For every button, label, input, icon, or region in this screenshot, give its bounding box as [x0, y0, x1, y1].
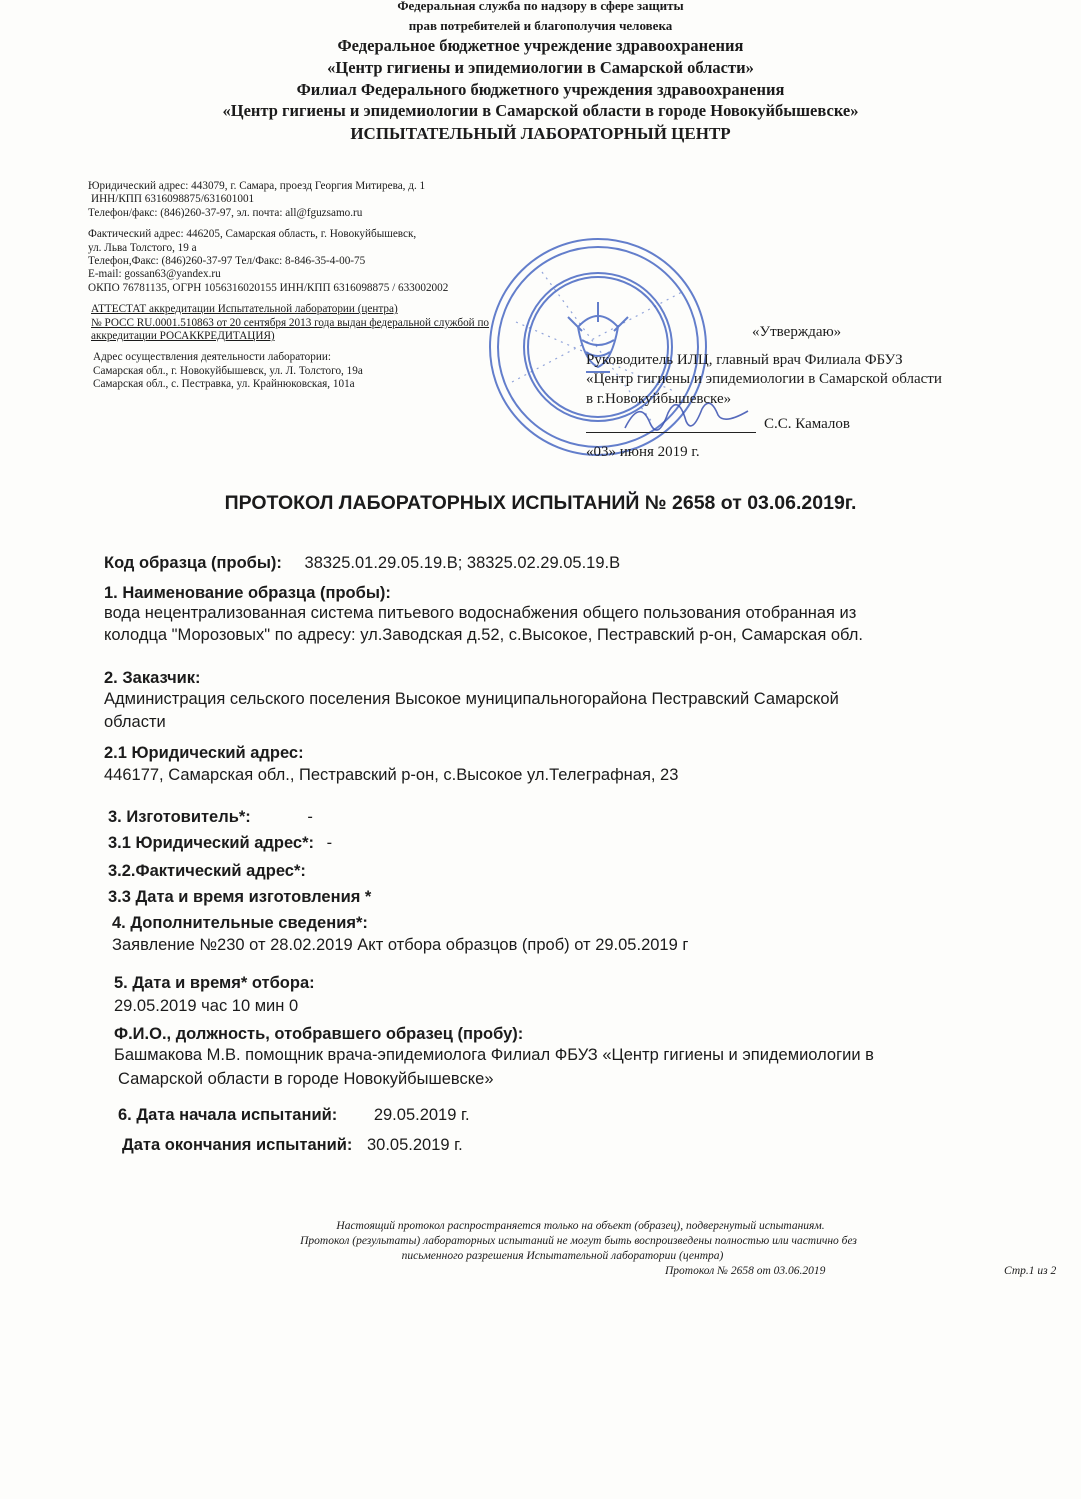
sample-code-row [104, 554, 1044, 573]
approver-position-3: в г.Новокуйбышевске» [586, 391, 732, 407]
org-attestat-1: АТТЕСТАТ аккредитации Испытательной лаборатории (центра) [91, 303, 398, 316]
sample-code-value: 38325.01.29.05.19.В; 38325.02.29.05.19.В [304, 554, 621, 572]
extra-info-value: Заявление №230 от 28.02.2019 Акт отбора образцов (проб) от 29.05.2019 г [112, 936, 689, 954]
maker-legal-row [108, 834, 1048, 853]
customer-label: 2. Заказчик: [104, 669, 201, 687]
approve-label: «Утверждаю» [752, 324, 842, 340]
header-line-2: прав потребителей и благополучия человека [408, 18, 673, 33]
maker-legal-label: 3.1 Юридический адрес*: [108, 834, 315, 852]
sampling-date-label: 5. Дата и время* отбора: [114, 974, 315, 992]
test-end-row [122, 1136, 1062, 1155]
header-line-3: Федеральное бюджетное учреждение здравоохранения [337, 36, 744, 55]
extra-info-label: 4. Дополнительные сведения*: [112, 914, 368, 932]
maker-label: 3. Изготовитель*: [108, 808, 251, 826]
header-line-6: «Центр гигиены и эпидемиологии в Самарской области в городе Новокуйбышевске» [222, 101, 859, 120]
test-start-label: 6. Дата начала испытаний: [118, 1106, 338, 1124]
header-line-5: Филиал Федерального бюджетного учреждения здравоохранения [296, 80, 785, 99]
legal-address-label: 2.1 Юридический адрес: [104, 744, 304, 762]
sample-name-value-2: колодца "Морозовых" по адресу: ул.Заводская д.52, с.Высокое, Пестравский р-он, Самарская обл. [104, 626, 863, 644]
org-activity-1: Адрес осуществления деятельности лаборатории: [93, 351, 331, 364]
approval-date: «03» июня 2019 г. [586, 444, 700, 460]
test-end-value: 30.05.2019 г. [367, 1136, 463, 1154]
page-number: Стр.1 из 2 [1004, 1265, 1057, 1277]
sampler-label: Ф.И.О., должность, отобравшего образец (пробу): [114, 1025, 524, 1043]
org-attestat-2: № РОСС RU.0001.510863 от 20 сентября 2013 года выдан федеральной службой по [91, 316, 490, 329]
header-line-1: Федеральная служба по надзору в сфере защиты [397, 0, 684, 13]
signature-line [586, 432, 756, 433]
approver-position-1: Руководитель ИЛЦ, главный врач Филиала ФБУЗ [586, 352, 903, 368]
sampling-date-value: 29.05.2019 час 10 мин 0 [114, 997, 299, 1015]
org-activity-2: Самарская обл., г. Новокуйбышевск, ул. Л. Толстого, 19а [93, 364, 363, 377]
org-legal-address: Юридический адрес: 443079, г. Самара, проезд Георгия Митирева, д. 1 [88, 180, 426, 192]
test-end-label: Дата окончания испытаний: [122, 1136, 353, 1154]
sampler-value-1: Башмакова М.В. помощник врача-эпидемиолога Филиал ФБУЗ «Центр гигиены и эпидемиологии в [114, 1046, 874, 1064]
protocol-title: ПРОТОКОЛ ЛАБОРАТОРНЫХ ИСПЫТАНИЙ № 2658 от 03.06.2019г. [224, 492, 857, 514]
org-phone: Телефон/факс: (846)260-37-97, эл. почта: all@fguzsamo.ru [88, 206, 363, 219]
org-okpo: ОКПО 76781135, ОГРН 1056316020155 ИНН/КПП 6316098875 / 633002002 [88, 281, 449, 294]
customer-value-2: области [104, 713, 166, 731]
approver-name: С.С. Камалов [764, 416, 850, 432]
org-inn: ИНН/КПП 6316098875/631601001 [91, 193, 255, 206]
approver-position-2: «Центр гигиены и эпидемиологии в Самарской области [586, 371, 942, 387]
maker-actual-label: 3.2.Фактический адрес*: [108, 862, 306, 880]
made-date-label: 3.3 Дата и время изготовления * [108, 888, 372, 906]
org-info-block [88, 180, 489, 392]
header-line-4: «Центр гигиены и эпидемиологии в Самарской области» [327, 58, 754, 77]
maker-row [108, 808, 1048, 827]
maker-value: - [307, 808, 313, 826]
sample-name-value-1: вода нецентрализованная система питьевого водоснабжения общего пользования отобранная из [104, 604, 857, 622]
footer-protocol-ref: Протокол № 2658 от 03.06.2019 [665, 1265, 826, 1277]
org-actual-address-2: ул. Льва Толстого, 19 а [88, 241, 197, 254]
org-activity-3: Самарская обл., с. Пестравка, ул. Крайнюковская, 101а [93, 378, 355, 391]
org-actual-phone: Телефон,Факс: (846)260-37-97 Тел/Факс: 8-846-35-4-00-75 [88, 255, 366, 268]
org-actual-address-1: Фактический адрес: 446205, Самарская область, г. Новокуйбышевск, [88, 228, 417, 241]
sample-name-label: 1. Наименование образца (пробы): [104, 584, 391, 602]
header-line-7: ИСПЫТАТЕЛЬНЫЙ ЛАБОРАТОРНЫЙ ЦЕНТР [350, 124, 731, 143]
org-attestat-3: аккредитации РОСАККРЕДИТАЦИЯ) [91, 330, 275, 343]
test-start-row [118, 1106, 1058, 1125]
legal-address-value: 446177, Самарская обл., Пестравский р-он, с.Высокое ул.Телеграфная, 23 [104, 766, 679, 784]
sample-code-label: Код образца (пробы): [104, 554, 282, 572]
customer-value-1: Администрация сельского поселения Высокое муниципальногорайона Пестравский Самарской [104, 690, 839, 708]
footer-line-3: письменного разрешения Испытательной лаборатории (центра) [401, 1250, 724, 1262]
test-start-value: 29.05.2019 г. [373, 1106, 470, 1124]
org-email: E-mail: gossan63@yandex.ru [88, 268, 221, 281]
maker-legal-value: - [326, 834, 333, 852]
footer-line-1: Настоящий протокол распространяется только на объект (образец), подвергнутый испытаниям. [336, 1220, 825, 1232]
footer-line-2: Протокол (результаты) лабораторных испытаний не могут быть воспроизведены полностью или частично без [300, 1235, 857, 1247]
sampler-value-2: Самарской области в городе Новокуйбышевске» [118, 1070, 494, 1088]
